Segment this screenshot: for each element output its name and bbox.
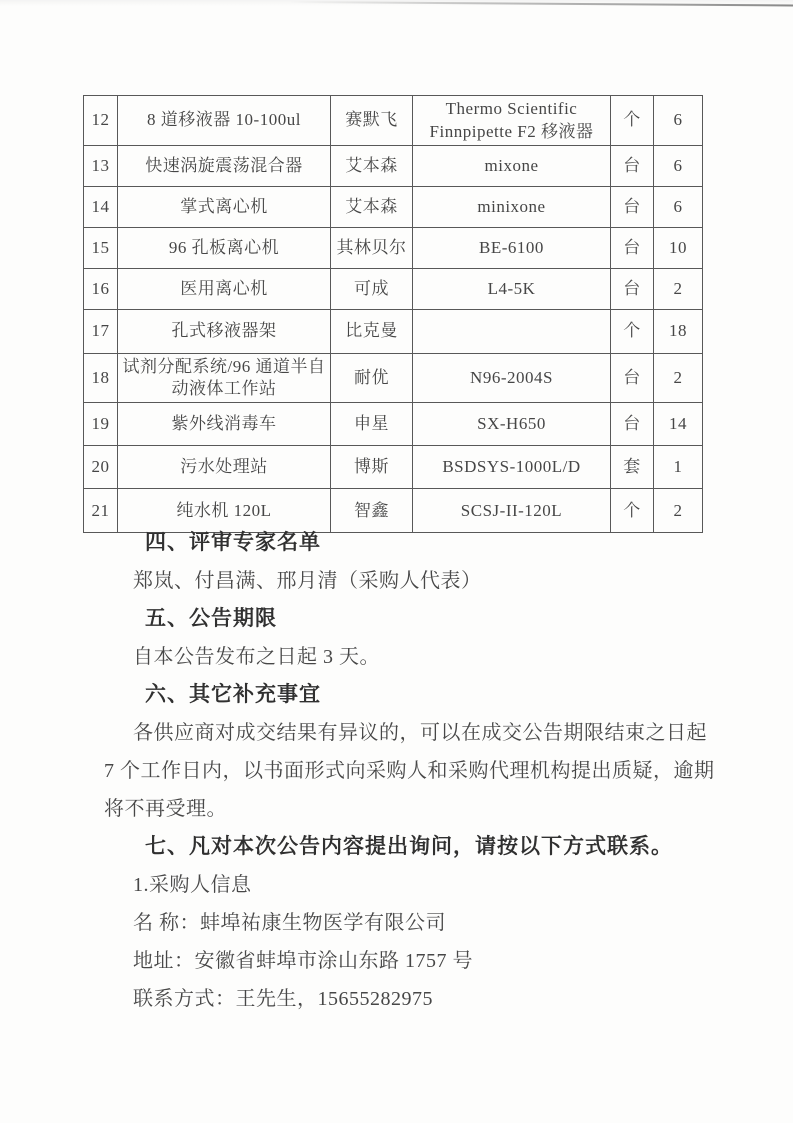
- table-row: [84, 403, 703, 446]
- buyer-address-text: 地址：安徽省蚌埠市涂山东路 1757 号: [133, 950, 473, 972]
- table-row: [84, 446, 703, 489]
- cell-no: 13: [84, 146, 118, 187]
- cell-unit: 台: [611, 403, 654, 446]
- cell-unit: 台: [611, 187, 654, 228]
- table-row: [84, 228, 703, 269]
- table-row: [84, 146, 703, 187]
- cell-no: 17: [84, 310, 118, 354]
- cell-qty: 14: [654, 403, 703, 446]
- buyer-info-subheading: 1.采购人信息: [133, 874, 252, 896]
- cell-brand: 赛默飞: [331, 96, 413, 146]
- section-7-heading: 七、凡对本次公告内容提出询问，请按以下方式联系。: [145, 835, 673, 858]
- table-row: [84, 310, 703, 354]
- cell-no: 15: [84, 228, 118, 269]
- cell-model: SCSJ-II-120L: [413, 489, 611, 533]
- expert-list-text: 郑岚、付昌满、邢月清（采购人代表）: [133, 570, 482, 592]
- cell-qty: 18: [654, 310, 703, 354]
- cell-brand: 艾本森: [331, 187, 413, 228]
- cell-no: 12: [84, 96, 118, 146]
- buyer-phone-text: 联系方式：王先生，15655282975: [133, 988, 433, 1010]
- cell-name: 试剂分配系统/96 通道半自动液体工作站: [118, 354, 331, 403]
- cell-brand: 耐优: [331, 354, 413, 403]
- cell-brand: 博斯: [331, 446, 413, 489]
- cell-brand: 艾本森: [331, 146, 413, 187]
- cell-unit: 台: [611, 269, 654, 310]
- equipment-table: [83, 95, 703, 533]
- cell-qty: 2: [654, 269, 703, 310]
- cell-unit: 个: [611, 489, 654, 533]
- cell-no: 20: [84, 446, 118, 489]
- cell-no: 14: [84, 187, 118, 228]
- cell-qty: 2: [654, 489, 703, 533]
- cell-unit: 个: [611, 96, 654, 146]
- cell-model: mixone: [413, 146, 611, 187]
- cell-name: 医用离心机: [118, 269, 331, 310]
- equipment-table-body: [84, 96, 703, 533]
- cell-name: 纯水机 120L: [118, 489, 331, 533]
- section-6-heading: 六、其它补充事宜: [145, 683, 321, 706]
- cell-brand: 申星: [331, 403, 413, 446]
- cell-qty: 6: [654, 187, 703, 228]
- objection-text-line-3: 将不再受理。: [104, 798, 227, 820]
- cell-model: SX-H650: [413, 403, 611, 446]
- cell-unit: 个: [611, 310, 654, 354]
- cell-name: 紫外线消毒车: [118, 403, 331, 446]
- cell-qty: 10: [654, 228, 703, 269]
- table-row: [84, 354, 703, 403]
- cell-qty: 1: [654, 446, 703, 489]
- notice-period-text: 自本公告发布之日起 3 天。: [133, 646, 380, 668]
- cell-no: 19: [84, 403, 118, 446]
- cell-name: 污水处理站: [118, 446, 331, 489]
- cell-model: N96-2004S: [413, 354, 611, 403]
- section-5-heading: 五、公告期限: [145, 607, 277, 630]
- cell-brand: 其林贝尔: [331, 228, 413, 269]
- cell-qty: 2: [654, 354, 703, 403]
- announcement-text: [104, 524, 715, 1018]
- cell-unit: 台: [611, 354, 654, 403]
- cell-qty: 6: [654, 146, 703, 187]
- cell-unit: 套: [611, 446, 654, 489]
- cell-model: [413, 310, 611, 354]
- table-row: [84, 96, 703, 146]
- objection-text-line-2: 7 个工作日内，以书面形式向采购人和采购代理机构提出质疑，逾期: [104, 760, 715, 782]
- buyer-name-text: 名 称：蚌埠祐康生物医学有限公司: [133, 912, 446, 934]
- cell-model: Thermo Scientific Finnpipette F2 移液器: [413, 96, 611, 146]
- cell-unit: 台: [611, 146, 654, 187]
- cell-name: 快速涡旋震荡混合器: [118, 146, 331, 187]
- cell-name: 孔式移液器架: [118, 310, 331, 354]
- section-4-heading: 四、评审专家名单: [145, 531, 321, 554]
- objection-text-line-1: 各供应商对成交结果有异议的，可以在成交公告期限结束之日起: [133, 722, 707, 744]
- cell-no: 16: [84, 269, 118, 310]
- cell-unit: 台: [611, 228, 654, 269]
- table-row: [84, 269, 703, 310]
- cell-name: 8 道移液器 10-100ul: [118, 96, 331, 146]
- cell-name: 96 孔板离心机: [118, 228, 331, 269]
- cell-brand: 可成: [331, 269, 413, 310]
- cell-model: BSDSYS-1000L/D: [413, 446, 611, 489]
- cell-no: 21: [84, 489, 118, 533]
- table-row: [84, 187, 703, 228]
- cell-qty: 6: [654, 96, 703, 146]
- cell-name: 掌式离心机: [118, 187, 331, 228]
- cell-model: L4-5K: [413, 269, 611, 310]
- cell-brand: 智鑫: [331, 489, 413, 533]
- cell-model: BE-6100: [413, 228, 611, 269]
- cell-model: minixone: [413, 187, 611, 228]
- cell-no: 18: [84, 354, 118, 403]
- cell-brand: 比克曼: [331, 310, 413, 354]
